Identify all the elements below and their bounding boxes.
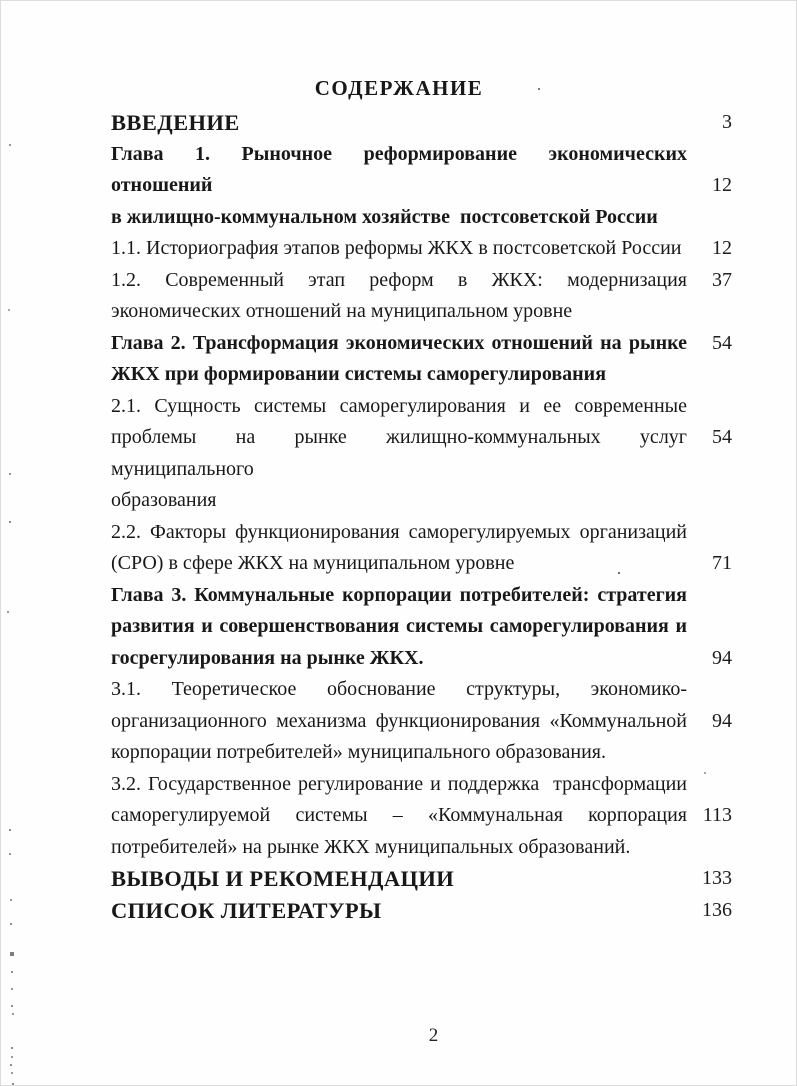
toc-line: 1.2. Современный этап реформ в ЖКХ: модернизация <box>111 268 687 291</box>
toc-page-number: 133 <box>702 867 732 889</box>
toc-page-number: 71 <box>712 552 732 574</box>
toc-page-number: 54 <box>712 426 732 448</box>
toc-line: проблемы на рынке жилищно-коммунальных услуг муниципального <box>111 426 687 480</box>
toc-entry-3-1 <box>111 674 732 769</box>
toc-entry-bibliography <box>111 895 732 927</box>
toc-line: потребителей» на рынке ЖКХ муниципальных образований. <box>111 835 631 858</box>
toc-line: 3.2. Государственное регулирование и поддержка трансформации <box>111 772 687 795</box>
page-number-footer: 2 <box>428 1025 439 1046</box>
toc-line: 2.2. Факторы функционирования саморегулируемых организаций <box>111 520 687 543</box>
contents-title: СОДЕРЖАНИЕ <box>314 76 484 100</box>
toc-entry-3-2 <box>111 769 732 864</box>
toc-entry-chapter-2 <box>111 328 732 391</box>
table-of-contents <box>111 107 732 926</box>
toc-line: 1.1. Историография этапов реформы ЖКХ в постсоветской России <box>111 237 682 259</box>
toc-line: Глава 3. Коммунальные корпорации потребителей: стратегия <box>111 583 687 606</box>
toc-entry-1-1 <box>111 233 732 265</box>
toc-page-number: 3 <box>722 111 732 133</box>
toc-page-number: 113 <box>702 804 732 826</box>
toc-line: СПИСОК ЛИТЕРАТУРЫ <box>111 897 382 923</box>
toc-line: госрегулирования на рынке ЖКХ. <box>111 646 424 669</box>
toc-line: в жилищно-коммунальном хозяйстве постсоветской России <box>111 205 658 228</box>
toc-line: (СРО) в сфере ЖКХ на муниципальном уровне <box>111 552 515 574</box>
toc-entry-1-2 <box>111 265 732 328</box>
toc-line: ВВЕДЕНИЕ <box>111 110 240 135</box>
toc-line: ЖКХ при формировании системы саморегулирования <box>111 363 607 385</box>
toc-page-number: 12 <box>712 237 732 259</box>
scan-artifacts <box>1 1 3 3</box>
toc-line: 3.1. Теоретическое обоснование структуры, экономико- <box>111 678 687 700</box>
toc-page-number: 94 <box>712 709 732 732</box>
toc-line: образования <box>111 489 217 511</box>
toc-line: развития и совершенствования системы саморегулирования и <box>111 615 687 637</box>
toc-line: экономических отношений на муниципальном уровне <box>111 300 573 322</box>
toc-entry-chapter-3 <box>111 580 732 675</box>
toc-page-number: 12 <box>712 174 732 196</box>
toc-line: саморегулируемой системы – «Коммунальная корпорация <box>111 804 687 826</box>
toc-entry-chapter-1 <box>111 139 732 234</box>
toc-entry-introduction <box>111 107 732 139</box>
toc-line: 2.1. Сущность системы саморегулирования и ее современные <box>111 394 687 417</box>
toc-line: Глава 1. Рыночное реформирование экономических отношений <box>111 142 687 196</box>
toc-line: Глава 2. Трансформация экономических отношений на рынке <box>111 331 687 354</box>
toc-page-number: 136 <box>702 898 732 921</box>
toc-entry-2-2 <box>111 517 732 580</box>
toc-page-number: 54 <box>712 331 732 354</box>
toc-entry-conclusions <box>111 863 732 895</box>
toc-entry-2-1 <box>111 391 732 517</box>
toc-line: организационного механизма функционирования «Коммунальной <box>111 709 687 732</box>
toc-page-number: 94 <box>712 646 732 669</box>
toc-line: корпорации потребителей» муниципального образования. <box>111 741 606 763</box>
toc-page-number: 37 <box>712 268 732 291</box>
toc-line: ВЫВОДЫ И РЕКОМЕНДАЦИИ <box>111 866 455 891</box>
